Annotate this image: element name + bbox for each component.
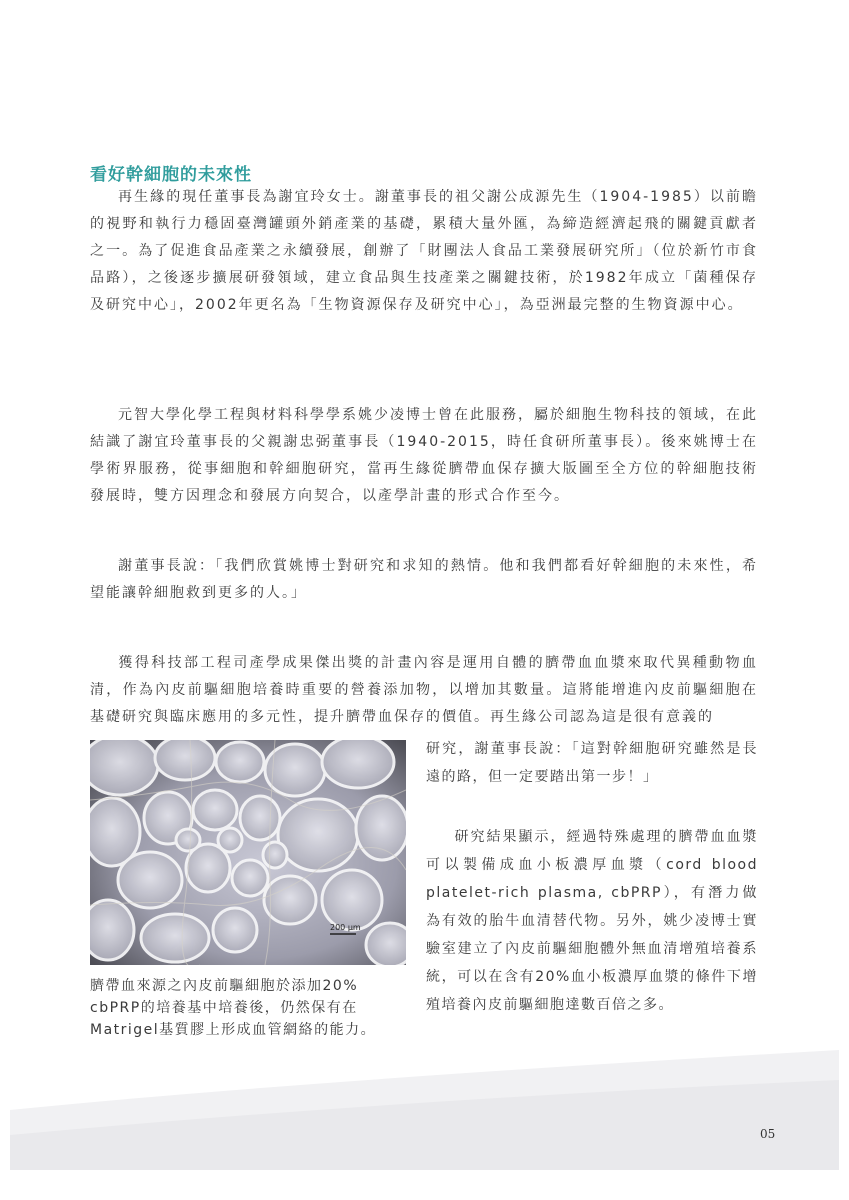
paragraph-text: 獲得科技部工程司產學成果傑出獎的計畫內容是運用自體的臍帶血血漿來取代異種動物血清，作為內皮前驅細胞培養時重要的營養添加物，以增加其數量。這將能增進內皮前驅細胞在基礎研究與臨床應用的多元性，提升臍帶血保存的價值。再生緣公司認為這是很有意義的 xyxy=(90,655,758,725)
page-number: 05 xyxy=(760,1127,776,1141)
figure-caption: 臍帶血來源之內皮前驅細胞於添加20% cbPRP的培養基中培養後，仍然保有在Matrigel基質膠上形成血管網絡的能力。 xyxy=(90,978,377,1038)
paragraph-collaboration xyxy=(90,402,758,510)
paragraph-company-history xyxy=(90,184,758,319)
paragraph-text: 研究結果顯示，經過特殊處理的臍帶血血漿可以製備成血小板濃厚血漿（cord blood platelet-rich plasma, cbPRP），有潛力做為有效的胎牛血清替代物。另外，姚少凌博士實驗室建立了內皮前驅細胞體外無血清增殖培養系統，可以在含有20%血小板濃厚血漿的條件下增殖培養內皮前驅細胞達數百倍之多。 xyxy=(426,829,758,1013)
paragraph-chairman-quote xyxy=(90,553,758,607)
section-title: 看好幹細胞的未來性 xyxy=(90,165,252,185)
paragraph-award-project xyxy=(90,650,758,731)
paragraph-award-continued: 研究，謝董事長說：「這對幹細胞研究雖然是長遠的路，但一定要踏出第一步！」 xyxy=(426,741,758,785)
microscopy-image xyxy=(90,740,406,965)
paragraph-research-results xyxy=(426,823,758,1019)
footer-decoration xyxy=(10,1040,839,1170)
scale-bar-label: 200 μm xyxy=(330,923,361,932)
paragraph-text: 元智大學化學工程與材料科學學系姚少凌博士曾在此服務，屬於細胞生物科技的領域，在此結識了謝宜玲董事長的父親謝忠弼董事長（1940-2015，時任食研所董事長）。後來姚博士在學術界服務，從事細胞和幹細胞研究，當再生緣從臍帶血保存擴大版圖至全方位的幹細胞技術發展時，雙方因理念和發展方向契合，以產學計畫的形式合作至今。 xyxy=(90,407,758,504)
cell-network-illustration xyxy=(90,740,406,965)
paragraph-text: 謝董事長說：「我們欣賞姚博士對研究和求知的熱情。他和我們都看好幹細胞的未來性，希望能讓幹細胞救到更多的人。」 xyxy=(90,558,758,601)
paragraph-text: 再生緣的現任董事長為謝宜玲女士。謝董事長的祖父謝公成源先生（1904-1985）以前瞻的視野和執行力穩固臺灣罐頭外銷產業的基礎，累積大量外匯，為締造經濟起飛的關鍵貢獻者之一。為了促進食品產業之永續發展，創辦了「財團法人食品工業發展研究所」（位於新竹市食品路），之後逐步擴展研發領域，建立食品與生技產業之關鍵技術，於1982年成立「菌種保存及研究中心」，2002年更名為「生物資源保存及研究中心」，為亞洲最完整的生物資源中心。 xyxy=(90,189,758,313)
